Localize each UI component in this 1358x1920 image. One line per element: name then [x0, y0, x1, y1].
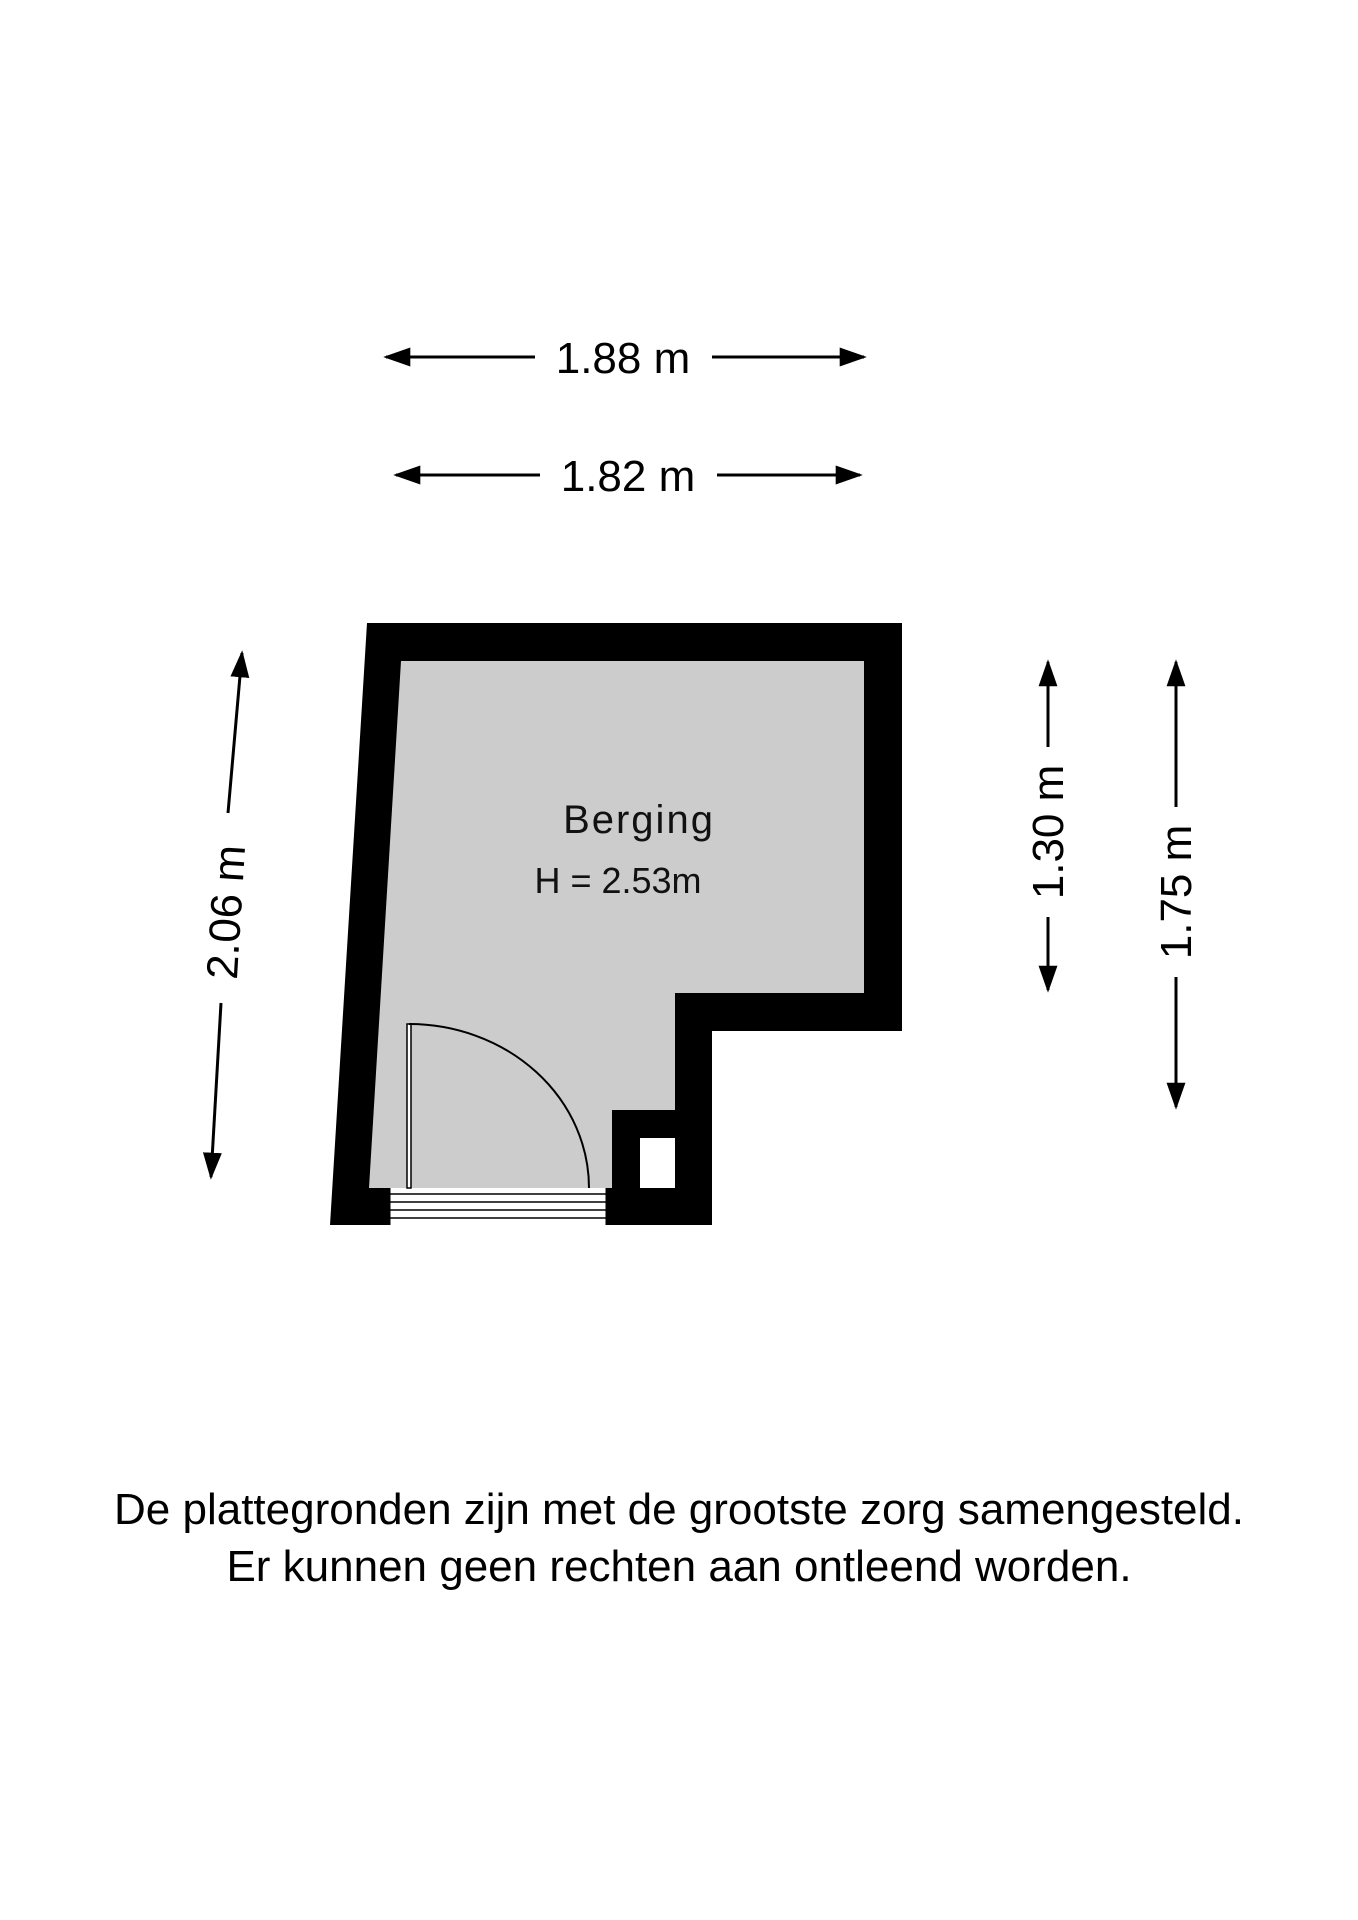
disclaimer-line-2: Er kunnen geen rechten aan ontleend worden. [226, 1542, 1132, 1591]
disclaimer-line-1: De plattegronden zijn met de grootste zorg samengesteld. [114, 1485, 1244, 1534]
dimension-left-height-label: 2.06 m [197, 843, 256, 981]
door-threshold [389, 1188, 607, 1225]
room-name: Berging [563, 798, 715, 842]
dimension-left-height [198, 653, 255, 1177]
room-floor [369, 661, 864, 1188]
dimension-inner-width-label: 1.82 m [560, 452, 696, 501]
dimension-outer-width [386, 334, 864, 383]
dimension-inner-width [396, 452, 860, 501]
dimension-right-inner-height [1024, 662, 1073, 990]
dimension-right-outer-height-label: 1.75 m [1152, 824, 1201, 960]
room-height: H = 2.53m [534, 860, 702, 901]
dimension-right-inner-height-label: 1.30 m [1024, 764, 1073, 900]
dimension-outer-width-label: 1.88 m [555, 334, 691, 383]
wall-niche [640, 1138, 675, 1188]
dimension-right-outer-height [1152, 662, 1201, 1107]
